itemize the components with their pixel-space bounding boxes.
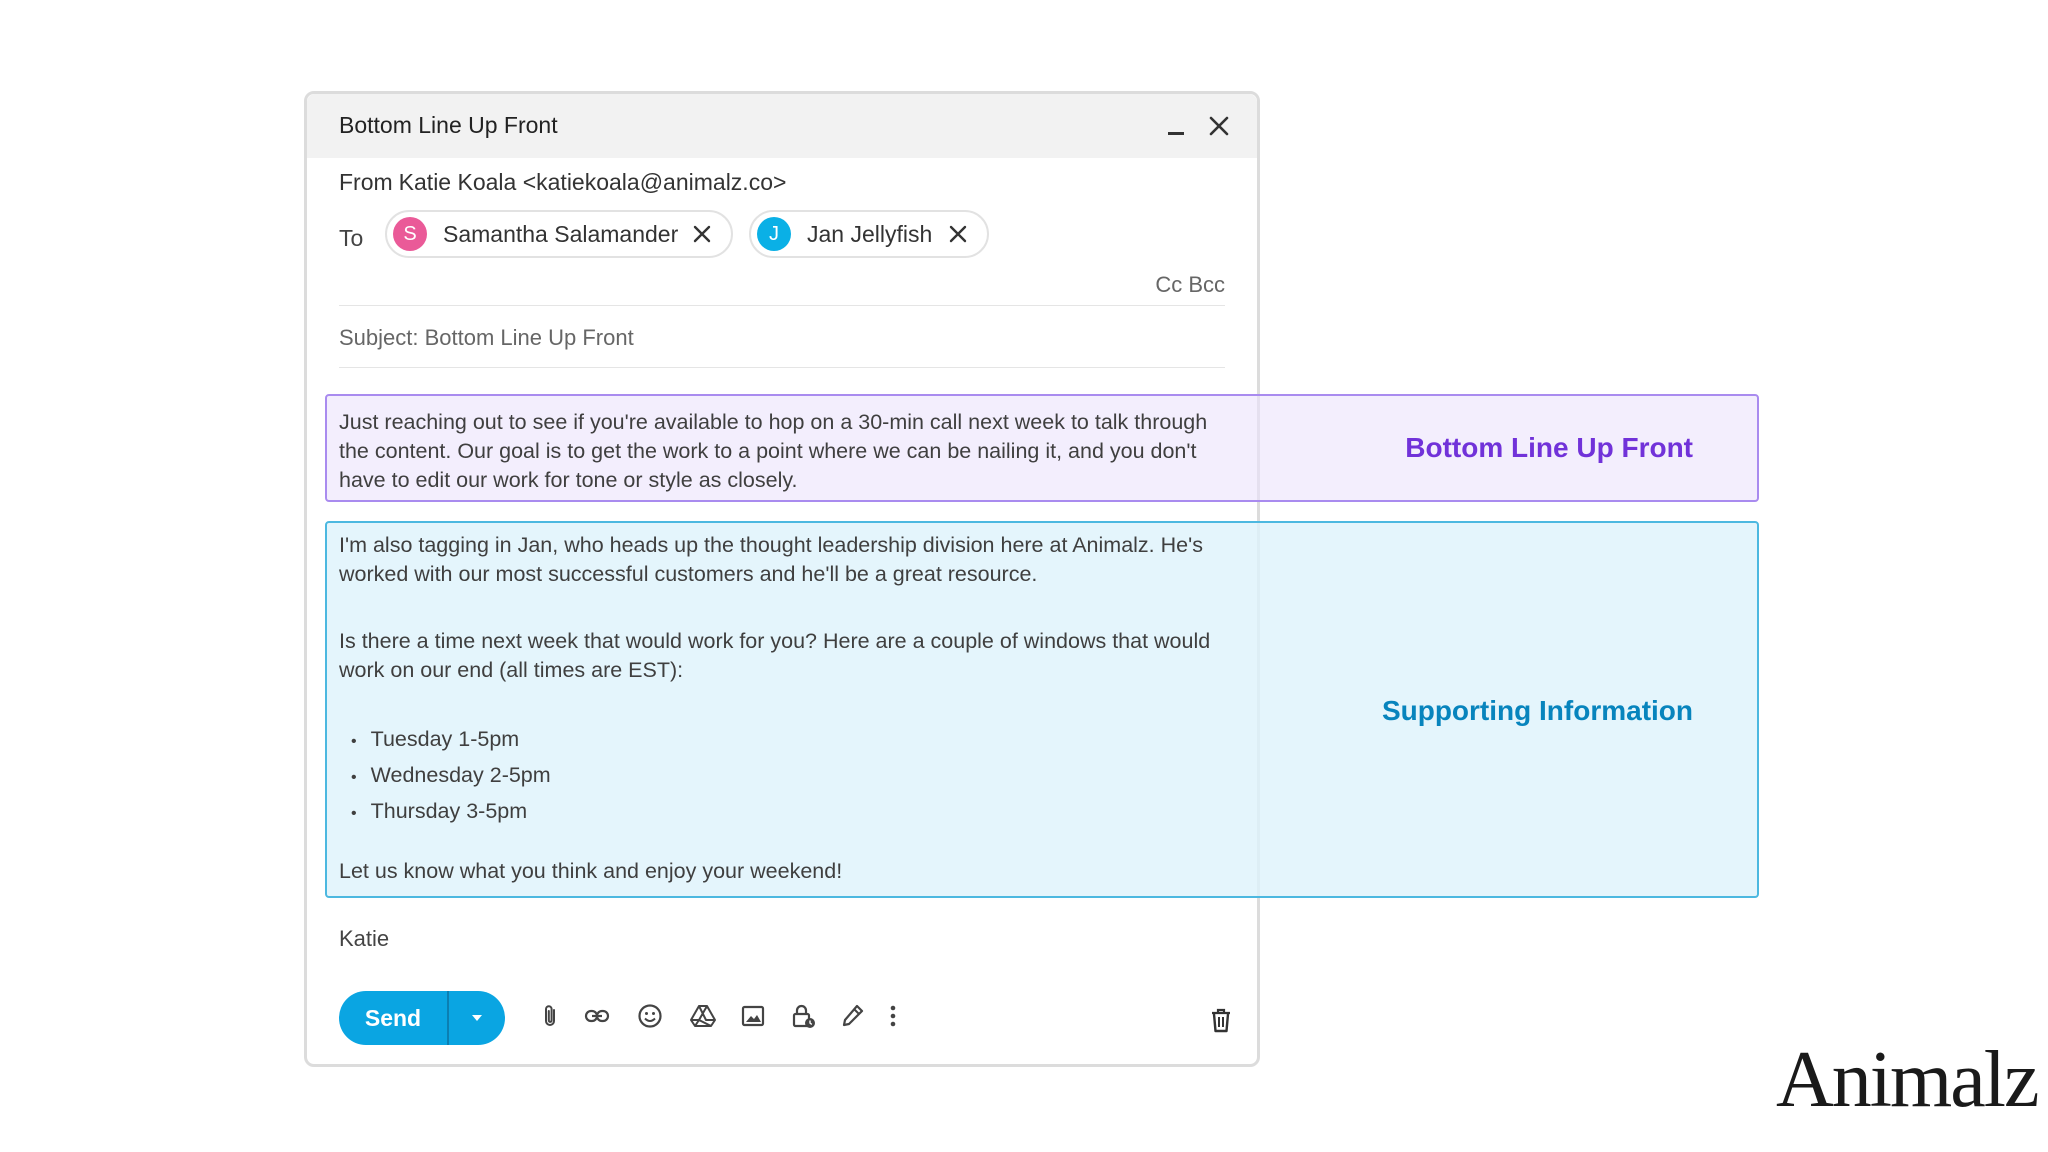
signature-icon [839, 1002, 867, 1030]
dropdown-arrow-icon [468, 1009, 486, 1027]
supporting-paragraph-2: Is there a time next week that would work for you? Here are a couple of windows that would work on our end (all times are EST): [339, 629, 1211, 682]
send-options-button[interactable] [449, 991, 505, 1045]
recipient-name: Jan Jellyfish [807, 220, 933, 247]
send-button[interactable]: Send [364, 1004, 422, 1031]
remove-recipient-icon[interactable] [687, 219, 717, 249]
avatar: S [393, 217, 427, 251]
recipient-chip[interactable] [749, 210, 989, 258]
image-icon [739, 1002, 767, 1030]
insert-link-button[interactable] [577, 996, 617, 1036]
close-button[interactable] [1201, 108, 1237, 144]
subject-field[interactable]: Subject: Bottom Line Up Front [339, 325, 634, 350]
signature-button[interactable] [833, 996, 873, 1036]
bottom-line-up-front-section [325, 394, 1759, 502]
emoji-button[interactable] [630, 996, 670, 1036]
insert-photo-button[interactable] [733, 996, 773, 1036]
trash-icon [1207, 1006, 1235, 1034]
supporting-information-section [325, 521, 1759, 898]
recipient-chip[interactable] [385, 210, 733, 258]
drive-icon [689, 1002, 717, 1030]
list-item: • Thursday 3-5pm [351, 793, 551, 829]
time-windows-list [351, 721, 551, 829]
more-options-icon [879, 1002, 907, 1030]
compose-title: Bottom Line Up Front [339, 112, 558, 138]
more-options-button[interactable] [873, 996, 913, 1036]
from-value: Katie Koala <katiekoala@animalz.co> [398, 169, 787, 195]
link-icon [583, 1002, 611, 1030]
close-icon [1201, 108, 1237, 144]
animalz-logo: Animalz [1776, 1036, 2038, 1124]
compose-title-bar [307, 94, 1257, 158]
avatar: J [757, 217, 791, 251]
attach-icon [537, 1002, 565, 1030]
divider [339, 305, 1225, 306]
discard-draft-button[interactable] [1201, 1000, 1241, 1040]
closing-line: Let us know what you think and enjoy your weekend! [339, 859, 843, 883]
emoji-icon [636, 1002, 664, 1030]
drive-button[interactable] [683, 996, 723, 1036]
cc-bcc-link[interactable]: Cc Bcc [1155, 272, 1225, 297]
send-button-group [339, 991, 505, 1045]
supporting-information-label: Supporting Information [1381, 695, 1693, 726]
confidential-icon [789, 1002, 817, 1030]
from-row [339, 169, 786, 196]
to-label: To [339, 225, 364, 251]
bottom-line-up-front-label: Bottom Line Up Front [1405, 432, 1693, 463]
attach-button[interactable] [531, 996, 571, 1036]
list-item: • Wednesday 2-5pm [351, 757, 551, 793]
from-label: From [339, 169, 393, 195]
bottom-line-text: Just reaching out to see if you're available to hop on a 30-min call next week to talk through the content. Our goal is to get the work to a point where we can be nailing it, and you don't have to edit our work for tone or style as closely. [339, 410, 1208, 492]
minimize-button[interactable] [1159, 108, 1195, 144]
supporting-paragraph-1: I'm also tagging in Jan, who heads up the thought leadership division here at Animalz. He's worked with our most successful customers and he'll be a great resource. [339, 533, 1203, 586]
recipient-name: Samantha Salamander [443, 220, 679, 247]
divider [339, 367, 1225, 368]
list-item: • Tuesday 1-5pm [351, 721, 551, 757]
remove-recipient-icon[interactable] [943, 219, 973, 249]
confidential-mode-button[interactable] [783, 996, 823, 1036]
sign-off: Katie [339, 926, 390, 951]
minimize-icon [1168, 132, 1184, 135]
